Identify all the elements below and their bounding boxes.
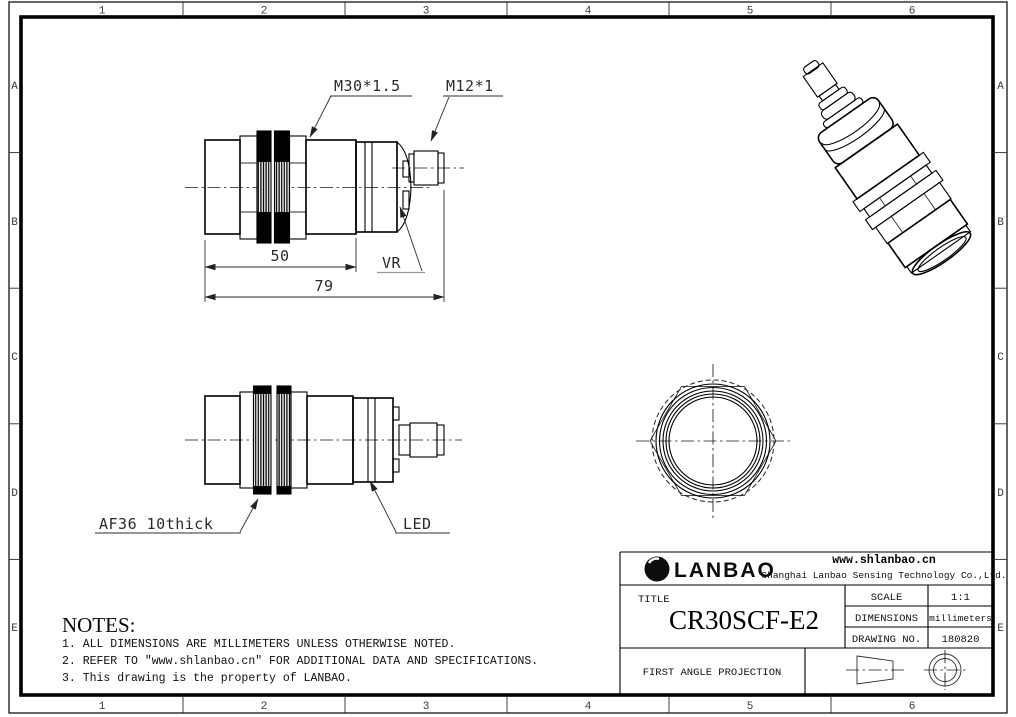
leader-af36: [95, 499, 258, 533]
side-view-main: [185, 131, 464, 243]
row-label-left: A: [11, 81, 18, 93]
knurled-washer: [275, 131, 290, 243]
thread-connector-label: M12*1: [446, 77, 494, 95]
vr-label: VR: [382, 254, 402, 272]
row-label-right: E: [997, 623, 1004, 635]
col-label-top: 5: [746, 5, 754, 18]
row-label-left: C: [11, 352, 18, 364]
zone-labels: [11, 5, 1007, 714]
lanbao-logo: [645, 557, 776, 583]
dimensions-label: DIMENSIONS: [854, 613, 919, 625]
leader-m12: [431, 77, 503, 141]
dim-thread-length: 50: [270, 247, 290, 265]
thread-main-label: M30*1.5: [334, 77, 401, 95]
dimensions-value: millimeters: [929, 613, 992, 624]
scale-value: 1:1: [951, 592, 970, 604]
drawing-no-label: DRAWING NO.: [851, 634, 922, 646]
drawing-title: CR30SCF-E2: [668, 605, 820, 635]
knurled-washer: [254, 386, 272, 494]
front-view: [636, 364, 790, 518]
lanbao-logo-icon: [645, 557, 670, 582]
notes-block: [62, 613, 538, 685]
scale-label: SCALE: [870, 592, 903, 604]
col-label-bottom: 1: [98, 701, 106, 713]
led-label: LED: [403, 515, 432, 533]
row-label-right: A: [997, 81, 1004, 93]
note-item: 3. This drawing is the property of LANBAO.: [62, 672, 352, 685]
first-angle-symbol-circle: [924, 650, 966, 690]
projection-label: FIRST ANGLE PROJECTION: [642, 667, 782, 679]
row-label-left: E: [11, 623, 18, 635]
leader-m30: [310, 77, 412, 137]
side-view-rotated: [185, 386, 462, 494]
col-label-bottom: 2: [260, 701, 268, 713]
col-label-bottom: 5: [746, 701, 754, 713]
knurled-washer: [277, 386, 291, 494]
row-label-right: D: [997, 488, 1004, 500]
note-item: 2. REFER TO "www.shlanbao.cn" FOR ADDITIONAL DATA AND SPECIFICATIONS.: [62, 655, 539, 668]
website: www.shlanbao.cn: [832, 554, 936, 567]
row-label-left: B: [11, 217, 18, 229]
logo-text: LANBAO: [674, 559, 776, 582]
col-label-bottom: 3: [422, 701, 430, 713]
note-item: 1. ALL DIMENSIONS ARE MILLIMETERS UNLESS OTHERWISE NOTED.: [62, 638, 456, 651]
row-label-right: B: [997, 217, 1004, 229]
row-label-right: C: [997, 352, 1004, 364]
nut-label: AF36 10thick: [99, 515, 214, 533]
title-label: TITLE: [638, 594, 670, 606]
col-label-top: 6: [908, 5, 916, 18]
col-label-top: 1: [98, 5, 106, 18]
isometric-view: [774, 39, 982, 285]
col-label-top: 4: [584, 5, 592, 18]
row-label-left: D: [11, 488, 18, 500]
company-name: Shanghai Lanbao Sensing Technology Co.,Ltd.: [761, 570, 1007, 581]
dim-total-length: 79: [314, 277, 334, 295]
knurled-washer: [257, 131, 271, 243]
col-label-top: 3: [422, 5, 430, 18]
led-window: [403, 191, 409, 209]
drawing-no-value: 180820: [941, 634, 980, 646]
leader-led: [370, 481, 450, 533]
col-label-bottom: 4: [584, 701, 592, 713]
notes-heading: NOTES:: [62, 613, 136, 637]
col-label-bottom: 6: [908, 701, 916, 713]
title-block: [620, 552, 1007, 695]
leader-vr: [377, 207, 425, 273]
col-label-top: 2: [260, 5, 268, 18]
dimension-79: [205, 190, 444, 302]
first-angle-symbol-frustum: [846, 656, 904, 684]
